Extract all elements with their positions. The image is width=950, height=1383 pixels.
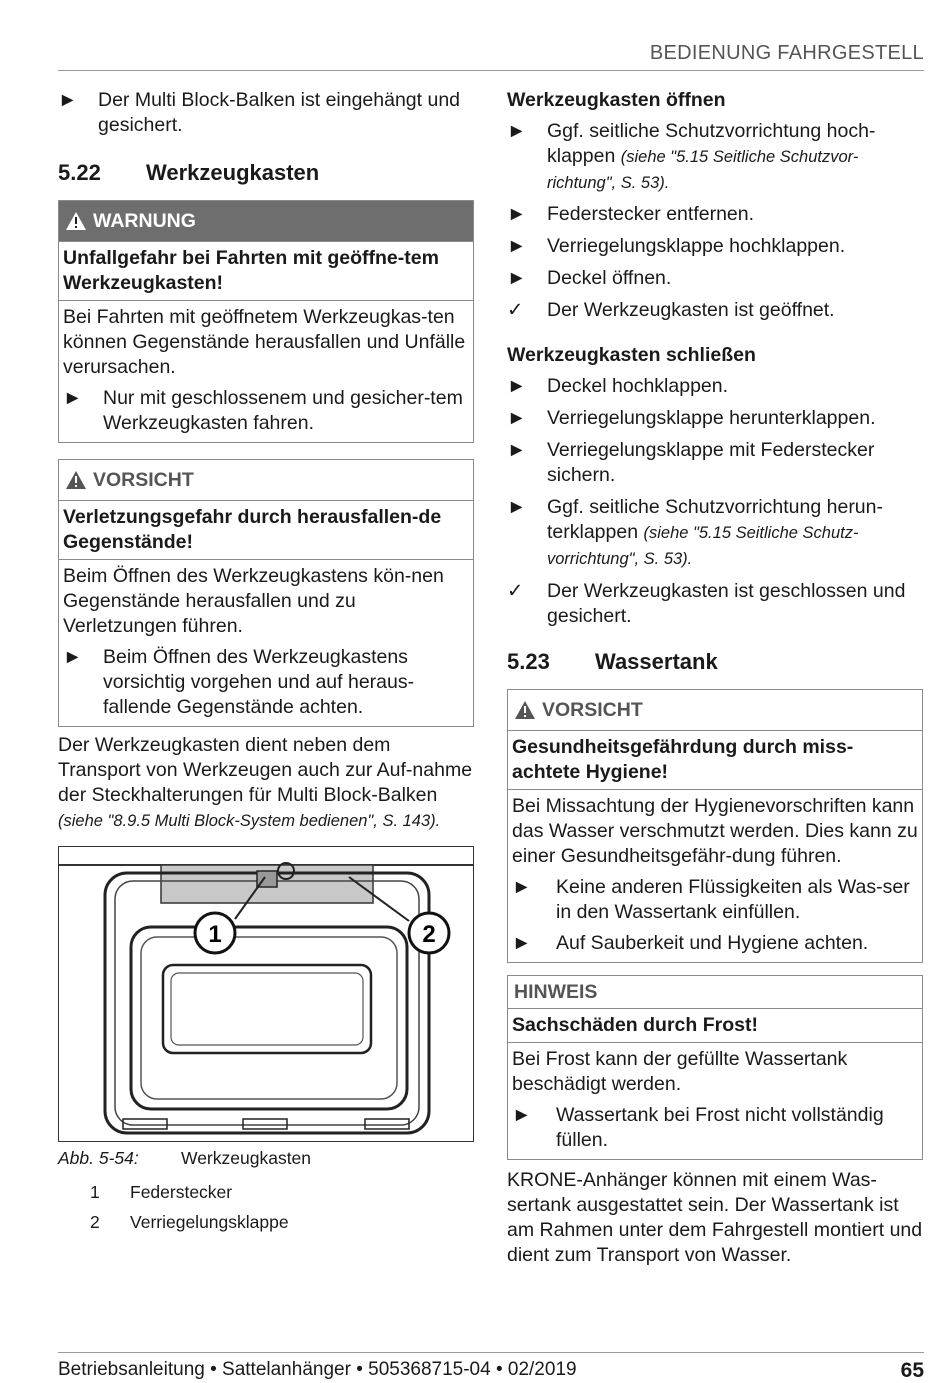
result-text: Der Werkzeugkasten ist geschlossen und gesichert.: [547, 580, 906, 627]
bullet-icon: ►: [507, 439, 527, 461]
legend-number: 2: [90, 1212, 100, 1232]
section-heading: [507, 649, 923, 675]
caution-action: Beim Öffnen des Werkzeugkastens vorsichtig vorgehen und auf heraus-fallende Gegenstände achten.: [103, 646, 415, 718]
bullet-icon: ►: [512, 876, 532, 898]
intro-bullet-text: Der Multi Block-Balken ist eingehängt und gesichert.: [98, 89, 461, 136]
list-item: [512, 931, 918, 956]
bullet-icon: ►: [63, 646, 83, 668]
bullet-icon: ►: [507, 496, 527, 518]
bullet-icon: ►: [507, 375, 527, 397]
caution-box: [58, 459, 474, 727]
legend-item: [58, 1177, 474, 1207]
caption-text: Werkzeugkasten: [181, 1148, 312, 1168]
callout-2: 2: [422, 921, 436, 948]
check-icon: ✓: [507, 580, 524, 602]
list-item: [512, 875, 918, 925]
caution-title: Gesundheitsgefährdung durch miss-achtete Hygiene!: [508, 731, 922, 790]
notice-text: Bei Frost kann der gefüllte Wassertank beschädigt werden.: [512, 1048, 848, 1095]
footer-doc: Betriebsanleitung • Sattelanhänger • 505368715-04 • 02/2019: [58, 1359, 577, 1380]
section-title: Werkzeugkasten: [146, 160, 320, 185]
list-item: [507, 438, 923, 488]
warning-label: WARNUNG: [93, 209, 196, 232]
notice-action: Wassertank bei Frost nicht vollständig füllen.: [556, 1104, 884, 1151]
running-header: [58, 40, 924, 71]
bullet-icon: ►: [507, 267, 527, 289]
bullet-icon: ►: [63, 387, 83, 409]
figure-caption: [58, 1148, 474, 1169]
warning-box: [58, 200, 474, 443]
list-item: [507, 579, 923, 629]
list-item: [63, 386, 469, 436]
bullet-icon: ►: [507, 120, 527, 142]
caution-action: Auf Sauberkeit und Hygiene achten.: [556, 932, 869, 954]
list-item: [507, 119, 923, 196]
bullet-icon: ►: [512, 932, 532, 954]
step-ref: (siehe "5.15 Seitliche Schutz-vorrichtung", S. 53).: [547, 524, 859, 568]
caution-title: Verletzungsgefahr durch herausfallen-de Gegenstände!: [59, 501, 473, 560]
notice-box: [507, 975, 923, 1160]
section-number: 5.23: [507, 649, 550, 674]
list-item: [63, 645, 469, 720]
warning-triangle-icon: [514, 700, 536, 720]
step-text: [547, 495, 923, 572]
caution-header: [59, 460, 473, 501]
list-item: [507, 495, 923, 572]
caution-box: [507, 689, 923, 963]
right-column: [507, 88, 923, 1268]
legend-number: 1: [90, 1182, 100, 1202]
step-text: Deckel hochklappen.: [547, 375, 729, 397]
list-item: [507, 298, 923, 323]
caution-body: [508, 790, 922, 962]
caption-key: Abb. 5-54:: [58, 1148, 139, 1168]
notice-title: Sachschäden durch Frost!: [508, 1009, 922, 1043]
description-ref: (siehe "8.9.5 Multi Block-System bedienen", S. 143).: [58, 812, 441, 830]
step-text: Verriegelungsklappe herunterklappen.: [547, 407, 876, 429]
description: [58, 733, 474, 834]
toolbox-drawing: [59, 847, 473, 1141]
callout-1: 1: [208, 921, 222, 948]
caution-text: Beim Öffnen des Werkzeugkastens kön-nen Gegenstände herausfallen und zu Verletzungen führen.: [63, 565, 444, 637]
bullet-icon: ►: [507, 407, 527, 429]
warning-action: Nur mit geschlossenem und gesicher-tem Werkzeugkasten fahren.: [103, 387, 463, 434]
caution-header: [508, 690, 922, 731]
step-text: Verriegelungsklappe hochklappen.: [547, 235, 846, 257]
list-item: [507, 406, 923, 431]
description-text: Der Werkzeugkasten dient neben dem Transport von Werkzeugen auch zur Auf-nahme der Steckhalterungen für Multi Block-Balken: [58, 734, 473, 806]
notice-body: [508, 1043, 922, 1159]
list-item: [507, 202, 923, 227]
bullet-icon: ►: [507, 235, 527, 257]
bullet-icon: ►: [512, 1104, 532, 1126]
step-text: [547, 119, 923, 196]
subheading-close: Werkzeugkasten schließen: [507, 344, 756, 366]
warning-triangle-icon: [65, 470, 87, 490]
figure-toolbox: [58, 846, 474, 1142]
header-section: BEDIENUNG FAHRGESTELL: [649, 42, 924, 64]
notice-header: [508, 976, 922, 1009]
step-text: Federstecker entfernen.: [547, 203, 755, 225]
step-main: Ggf. seitliche Schutzvorrichtung herun-terklappen: [547, 496, 883, 543]
notice-label: HINWEIS: [514, 980, 598, 1003]
section-number: 5.22: [58, 160, 101, 185]
result-text: Der Werkzeugkasten ist geöffnet.: [547, 299, 835, 321]
bullet-icon: ►: [58, 89, 78, 111]
section-title: Wassertank: [595, 649, 718, 674]
legend-item: [58, 1207, 474, 1237]
step-main: Ggf. seitliche Schutzvorrichtung hoch-klappen: [547, 120, 876, 167]
warning-body: [59, 301, 473, 442]
legend-label: Verriegelungsklappe: [130, 1212, 289, 1232]
bullet-icon: ►: [507, 203, 527, 225]
step-text: Verriegelungsklappe mit Federstecker sichern.: [547, 439, 875, 486]
list-item: [507, 266, 923, 291]
section-heading: [58, 160, 474, 186]
page-number: 65: [900, 1359, 924, 1382]
step-ref: (siehe "5.15 Seitliche Schutzvor-richtung", S. 53).: [547, 148, 859, 192]
caution-label: VORSICHT: [542, 698, 643, 721]
warning-header: [59, 201, 473, 241]
caution-label: VORSICHT: [93, 468, 194, 491]
tank-description: KRONE-Anhänger können mit einem Was-sertank ausgestattet sein. Der Wassertank ist am Rahmen unter dem Fahrgestell montiert und dient zum Transport von Wasser.: [507, 1169, 923, 1266]
list-item: [507, 374, 923, 399]
list-item: [507, 234, 923, 259]
warning-title: Unfallgefahr bei Fahrten mit geöffne-tem Werkzeugkasten!: [59, 241, 473, 301]
left-column: [58, 88, 474, 1237]
caution-action: Keine anderen Flüssigkeiten als Was-ser in den Wassertank einfüllen.: [556, 876, 910, 923]
step-text: Deckel öffnen.: [547, 267, 672, 289]
legend-label: Federstecker: [130, 1182, 233, 1202]
warning-text: Bei Fahrten mit geöffnetem Werkzeugkas-ten können Gegenstände herausfallen und Unfälle verursachen.: [63, 306, 466, 378]
caution-text: Bei Missachtung der Hygienevorschriften kann das Wasser verschmutzt werden. Dies kann zu einer Gesundheitsgefähr-dung führen.: [512, 795, 918, 867]
list-item: [512, 1103, 918, 1153]
check-icon: ✓: [507, 299, 524, 321]
subheading-open: Werkzeugkasten öffnen: [507, 89, 726, 111]
warning-triangle-icon: [65, 211, 87, 231]
footer: [58, 1352, 924, 1381]
list-item: [58, 88, 474, 138]
figure-legend: [58, 1177, 474, 1237]
caution-body: [59, 560, 473, 726]
